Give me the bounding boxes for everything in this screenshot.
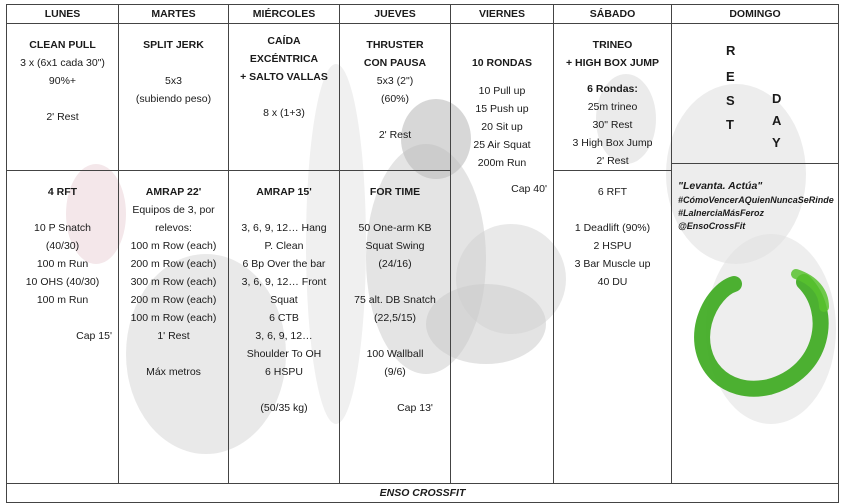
day-header-jueves: JUEVES [340, 5, 451, 24]
workout-line: Shoulder To OH [246, 348, 322, 360]
workout-line: 100 m Run [36, 258, 89, 270]
workout-line: 15 Push up [475, 103, 529, 115]
day-header-sabado: SÁBADO [554, 5, 672, 24]
workout-line: 2' Rest [596, 155, 629, 167]
jueves-strength-cell [340, 24, 451, 171]
workout-subtitle: 6 Rondas: [587, 83, 638, 95]
workout-title: THRUSTER [366, 39, 424, 51]
workout-line: 100 m Run [36, 294, 89, 306]
workout-title: AMRAP 22' [145, 186, 202, 198]
workout-title-line: EXCÉNTRICA [249, 53, 319, 65]
workout-title: AMRAP 15' [256, 186, 312, 198]
rest-letter: T [726, 117, 734, 132]
gym-name-footer: ENSO CROSSFIT [7, 484, 839, 503]
enso-circle-logo [684, 252, 834, 402]
day-header-martes: MARTES [119, 5, 229, 24]
workout-line: (60%) [380, 93, 409, 105]
rest-letter: R [726, 43, 736, 58]
workout-line: 3 x (6x1 cada 30") [20, 57, 105, 69]
weekly-wod-table [6, 4, 839, 503]
workout-line: 10 Pull up [478, 85, 526, 97]
viernes-cell [451, 24, 554, 484]
rest-letter: E [726, 69, 735, 84]
workout-title-line: + HIGH BOX JUMP [565, 57, 660, 69]
workout-line: 6 CTB [269, 312, 299, 324]
hashtag: #CómoVencerAQuienNuncaSeRinde [678, 195, 834, 205]
workout-line: Máx metros [146, 366, 201, 378]
motto-quote: "Levanta. Actúa" [678, 180, 763, 192]
workout-line: 3, 6, 9, 12… [255, 330, 313, 342]
workout-line: 75 alt. DB Snatch [354, 294, 436, 306]
workout-line: 8 x (1+3) [263, 107, 305, 119]
rest-letter: Y [772, 135, 781, 150]
workout-line: 200m Run [477, 157, 527, 169]
workout-line: 3, 6, 9, 12… Front [241, 276, 327, 288]
workout-line: 2' Rest [46, 111, 79, 123]
time-cap: Cap 40' [511, 183, 547, 195]
workout-title: 10 RONDAS [471, 57, 533, 69]
workout-line: 3, 6, 9, 12… Hang [241, 222, 327, 234]
sabado-metcon-cell [554, 171, 672, 484]
workout-line: 5x3 [165, 75, 182, 87]
workout-line: (50/35 kg) [260, 402, 308, 414]
workout-line: (22,5/15) [373, 312, 417, 324]
rest-letter: D [772, 91, 782, 106]
workout-line: 100 m Row (each) [130, 312, 217, 324]
workout-line: 90%+ [48, 75, 77, 87]
workout-line: 40 DU [597, 276, 628, 288]
workout-title: TRINEO [592, 39, 633, 51]
workout-title: FOR TIME [369, 186, 421, 198]
workout-line: 50 One-arm KB [358, 222, 432, 234]
workout-title: 6 RFT [597, 186, 628, 198]
domingo-quote-area [672, 163, 838, 476]
workout-line: (subiendo peso) [135, 93, 212, 105]
workout-title: SPLIT JERK [143, 39, 204, 51]
workout-title: CAÍDA [267, 35, 301, 47]
workout-line: Squat [270, 294, 298, 306]
rest-letter: A [772, 113, 782, 128]
workout-line: 25m trineo [587, 101, 638, 113]
workout-line: (40/30) [45, 240, 80, 252]
workout-line: (9/6) [384, 366, 406, 378]
time-cap: Cap 15' [76, 330, 112, 342]
lunes-metcon-cell [7, 171, 119, 484]
workout-line: P. Clean [264, 240, 304, 252]
workout-line: 6 Bp Over the bar [242, 258, 326, 270]
workout-line: 100 Wallball [366, 348, 424, 360]
time-cap: Cap 13' [397, 402, 433, 414]
workout-line: 5x3 (2") [376, 75, 414, 87]
workout-line: 25 Air Squat [473, 139, 531, 151]
rest-day-area [672, 24, 838, 163]
martes-metcon-cell [119, 171, 229, 484]
workout-line: 10 OHS (40/30) [25, 276, 100, 288]
instagram-handle: @EnsoCrossFit [678, 221, 746, 231]
workout-line: 100 m Row (each) [130, 240, 217, 252]
workout-line: 30" Rest [592, 119, 633, 131]
workout-line: Equipos de 3, por [132, 204, 215, 216]
day-header-lunes: LUNES [7, 5, 119, 24]
domingo-cell [672, 24, 839, 484]
lunes-strength-cell [7, 24, 119, 171]
workout-line: 6 HSPU [265, 366, 303, 378]
workout-line: relevos: [155, 222, 192, 234]
workout-line: 1 Deadlift (90%) [574, 222, 651, 234]
workout-line: 2 HSPU [593, 240, 632, 252]
jueves-metcon-cell [340, 171, 451, 484]
rest-letter: S [726, 93, 735, 108]
workout-title-line: CON PAUSA [363, 57, 427, 69]
workout-line: 300 m Row (each) [130, 276, 217, 288]
miercoles-metcon-cell [229, 171, 340, 484]
workout-line: 3 Bar Muscle up [574, 258, 651, 270]
workout-title: 4 RFT [47, 186, 78, 198]
workout-line: (24/16) [378, 258, 412, 270]
workout-line: 20 Sit up [481, 121, 523, 133]
day-header-viernes: VIERNES [451, 5, 554, 24]
workout-line: 1' Rest [157, 330, 190, 342]
miercoles-strength-cell [229, 24, 340, 171]
workout-line: 10 P Snatch [33, 222, 92, 234]
workout-line: 200 m Row (each) [130, 294, 217, 306]
workout-line: 2' Rest [378, 129, 412, 141]
hashtag: #LaInerciaMásFeroz [678, 208, 765, 218]
sabado-strength-cell [554, 24, 672, 171]
martes-strength-cell [119, 24, 229, 171]
workout-title: CLEAN PULL [29, 39, 96, 51]
workout-line: 3 High Box Jump [572, 137, 653, 149]
workout-line: Squat Swing [365, 240, 425, 252]
day-header-miercoles: MIÉRCOLES [229, 5, 340, 24]
day-header-domingo: DOMINGO [672, 5, 839, 24]
workout-line: 200 m Row (each) [130, 258, 217, 270]
workout-title-line: + SALTO VALLAS [240, 71, 328, 83]
